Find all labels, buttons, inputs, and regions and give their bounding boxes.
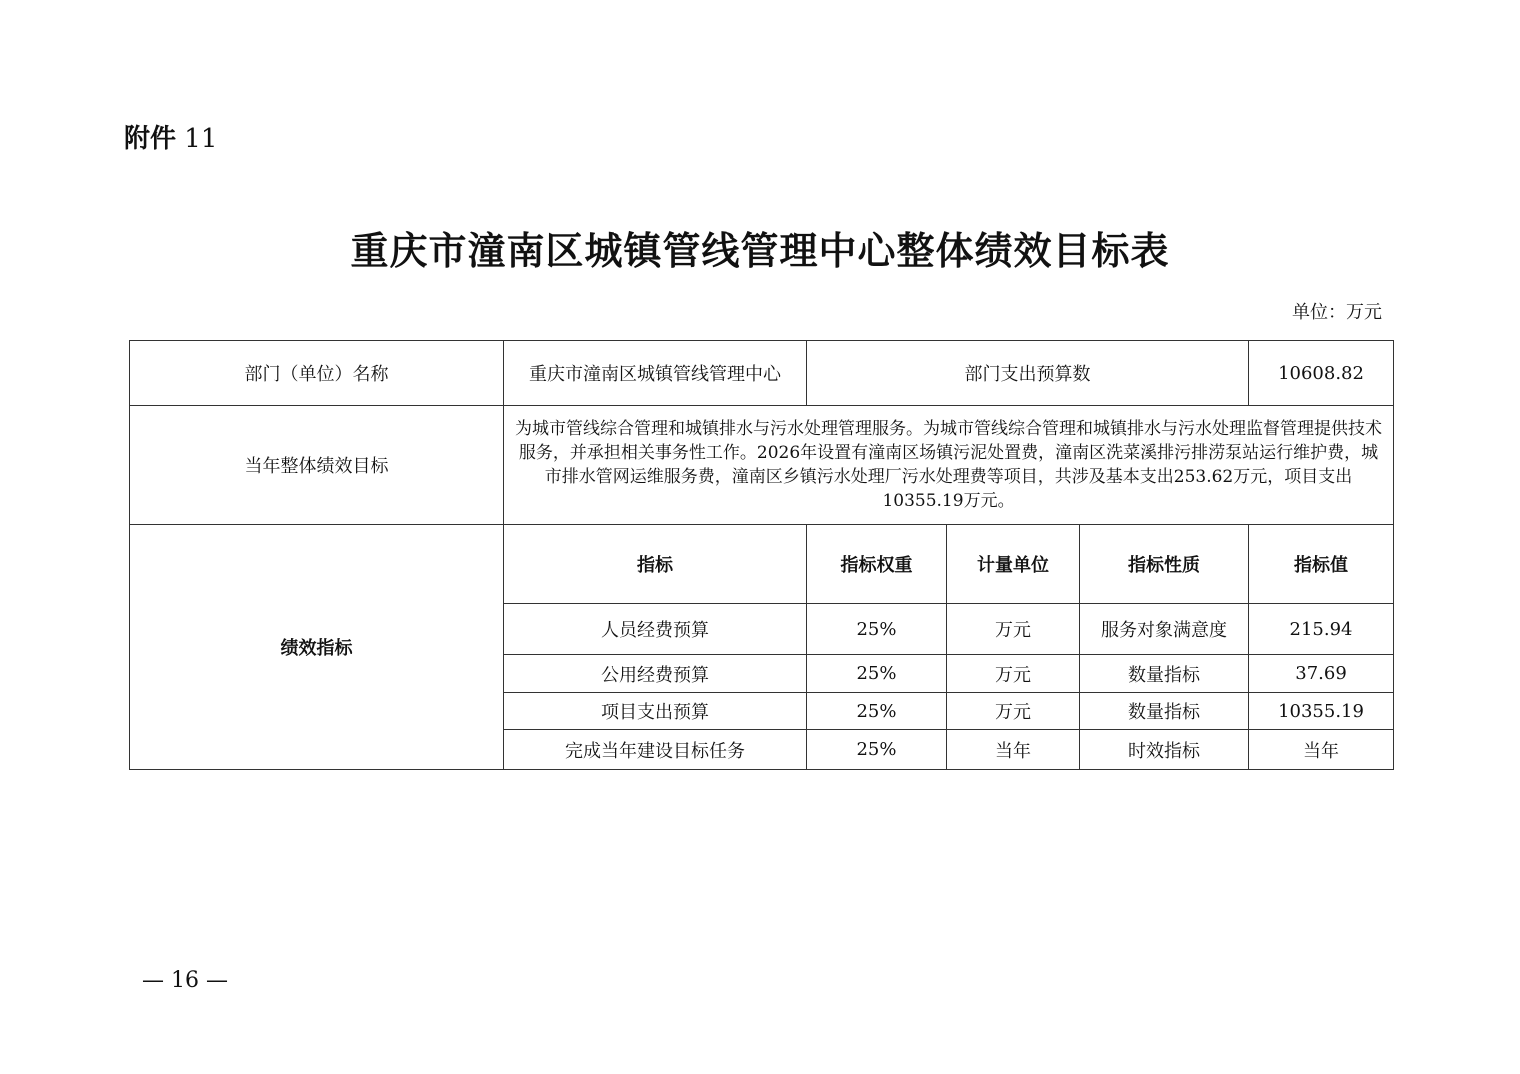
- performance-target-table: [129, 340, 1394, 770]
- indicator-nature: 数量指标: [1080, 693, 1249, 730]
- indicator-nature: 数量指标: [1080, 655, 1249, 693]
- dept-name-label: 部门（单位）名称: [130, 341, 504, 406]
- budget-value: 10608.82: [1249, 341, 1394, 406]
- column-header: 指标值: [1249, 525, 1394, 604]
- goal-text: 为城市管线综合管理和城镇排水与污水处理管理服务。为城市管线综合管理和城镇排水与污水处理监督管理提供技术服务，并承担相关事务性工作。2026年设置有潼南区场镇污泥处置费，潼南区洗菜溪排污排涝泵站运行维护费，城市排水管网运维服务费，潼南区乡镇污水处理厂污水处理费等项目，共涉及基本支出253.62万元，项目支出10355.19万元。: [504, 406, 1394, 525]
- column-header: 计量单位: [947, 525, 1080, 604]
- attachment-number: 11: [184, 124, 218, 154]
- indicator-weight: 25%: [807, 693, 947, 730]
- indicator-name: 项目支出预算: [504, 693, 807, 730]
- indicator-unit: 当年: [947, 730, 1080, 770]
- indicator-weight: 25%: [807, 604, 947, 655]
- attachment-label: [124, 118, 217, 155]
- table-row: [130, 525, 1394, 604]
- table-row: [130, 341, 1394, 406]
- column-header: 指标权重: [807, 525, 947, 604]
- goal-label: 当年整体绩效目标: [130, 406, 504, 525]
- page-title: 重庆市潼南区城镇管线管理中心整体绩效目标表: [350, 228, 1170, 273]
- indicator-nature: 时效指标: [1080, 730, 1249, 770]
- indicator-value: 10355.19: [1249, 693, 1394, 730]
- indicators-label: 绩效指标: [130, 525, 504, 770]
- indicator-unit: 万元: [947, 604, 1080, 655]
- indicator-value: 当年: [1249, 730, 1394, 770]
- indicator-weight: 25%: [807, 730, 947, 770]
- budget-label: 部门支出预算数: [807, 341, 1249, 406]
- column-header: 指标性质: [1080, 525, 1249, 604]
- indicator-value: 37.69: [1249, 655, 1394, 693]
- indicator-value: 215.94: [1249, 604, 1394, 655]
- attachment-label-text: 附件: [124, 124, 177, 154]
- dept-name-value: 重庆市潼南区城镇管线管理中心: [504, 341, 807, 406]
- indicator-name: 完成当年建设目标任务: [504, 730, 807, 770]
- indicator-nature: 服务对象满意度: [1080, 604, 1249, 655]
- indicator-name: 公用经费预算: [504, 655, 807, 693]
- indicator-unit: 万元: [947, 655, 1080, 693]
- indicator-unit: 万元: [947, 693, 1080, 730]
- page-number: — 16 —: [142, 968, 228, 993]
- column-header: 指标: [504, 525, 807, 604]
- unit-label: 单位：万元: [1292, 302, 1382, 323]
- indicator-weight: 25%: [807, 655, 947, 693]
- indicator-name: 人员经费预算: [504, 604, 807, 655]
- table-row: [130, 406, 1394, 525]
